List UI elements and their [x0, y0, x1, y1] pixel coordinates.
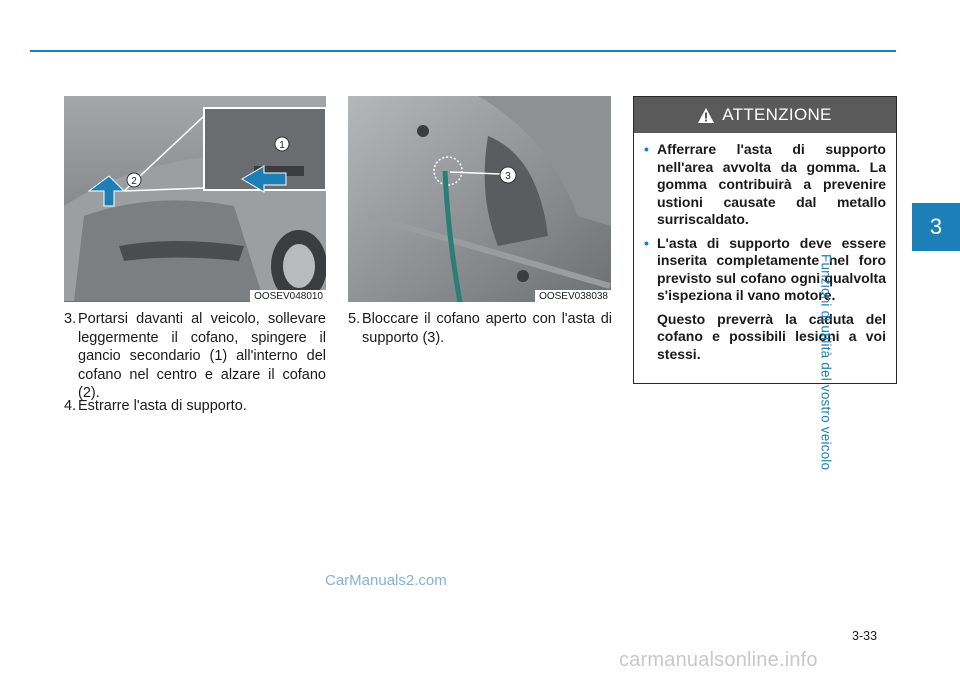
- callout-1-label: 1: [279, 140, 285, 151]
- header-rule: [30, 50, 896, 52]
- warning-header: [634, 97, 896, 133]
- warning-box: [633, 96, 897, 384]
- step-number: 5.: [348, 311, 361, 327]
- support-rod-illustration: [348, 96, 611, 302]
- bullet-icon: •: [644, 234, 649, 251]
- chapter-tab: [912, 203, 960, 251]
- step-text: Portarsi davanti al veicolo, sollevare leggermente il cofano, spingere il gancio secondario (1) all'interno del cofano nel centro e alzare il cofano (2).: [78, 311, 326, 401]
- chapter-number: 3: [929, 214, 943, 239]
- figure-hood-support-rod: [348, 96, 611, 302]
- step-number: 3.: [64, 311, 77, 327]
- car-hood-illustration: [64, 96, 326, 302]
- warning-item-note: Questo preverrà la caduta del cofano e possibili lesioni a voi stessi.: [657, 310, 886, 362]
- watermark-carmanuals2: CarManuals2.com: [325, 572, 447, 589]
- warning-list: [634, 133, 896, 363]
- warning-item: [644, 235, 886, 364]
- page-number: 3-33: [852, 629, 878, 643]
- figure-car-front-hood: [64, 96, 326, 302]
- step-5: [348, 310, 612, 347]
- callout-2-label: 2: [131, 176, 137, 187]
- chapter-side-title: [818, 254, 944, 490]
- step-3: [64, 310, 326, 403]
- figure-code: OOSEV048010: [250, 290, 326, 302]
- step-4: [64, 397, 326, 416]
- bullet-icon: •: [644, 141, 649, 157]
- warning-title: ATTENZIONE: [722, 105, 832, 124]
- step-number: 4.: [64, 398, 77, 414]
- watermark-carmanualsonline: carmanualsonline.info: [619, 649, 818, 671]
- warning-item-text: Afferrare l'asta di supporto nell'area avvolta da gomma. La gomma contribuirà a prevenire ustioni causate dal metallo surriscaldato.: [657, 141, 886, 227]
- step-text: Bloccare il cofano aperto con l'asta di supporto (3).: [362, 311, 612, 346]
- callout-3-label: 3: [505, 171, 511, 182]
- step-text: Estrarre l'asta di supporto.: [78, 398, 247, 414]
- chapter-title: Funzioni di utilità del vostro veicolo: [818, 254, 834, 471]
- warning-item: [644, 141, 886, 229]
- figure-code: OOSEV038038: [535, 290, 611, 302]
- warning-triangle-icon: [698, 108, 714, 123]
- warning-item-text: L'asta di supporto deve essere inserita completamente nel foro previsto sul cofano ogni qualvolta s'ispeziona il vano motore.: [657, 234, 886, 303]
